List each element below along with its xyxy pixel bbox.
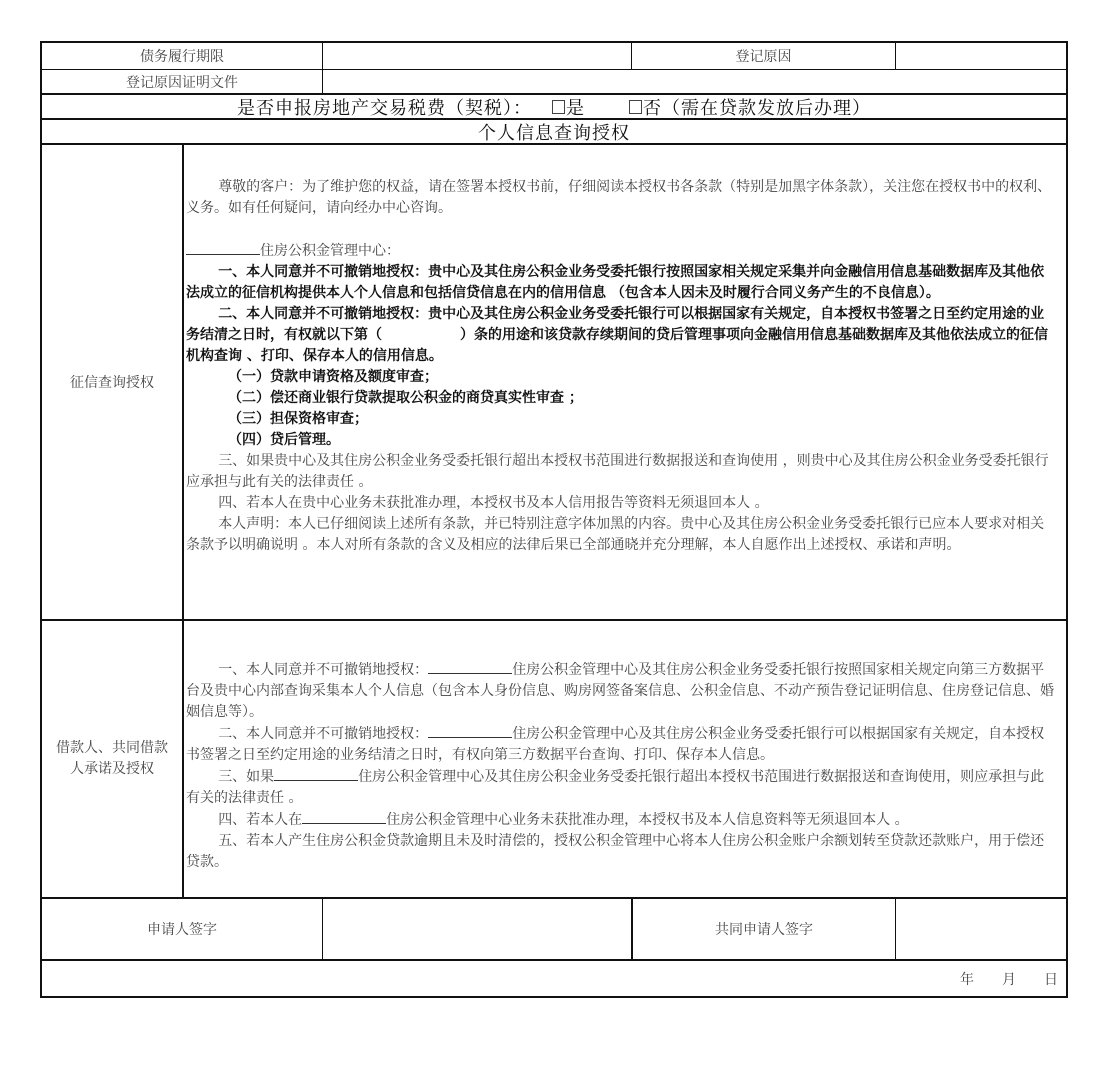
borrower-auth-text: [186, 659, 1058, 873]
center-name-blank[interactable]: [302, 809, 386, 824]
borrower-clause-3a: 三、如果: [218, 769, 275, 785]
signature-row: [42, 899, 1066, 961]
credit-item-2: （二）偿还商业银行贷款提取公积金的商贷真实性审查 ；: [228, 390, 583, 406]
date-day: 日: [1044, 971, 1058, 988]
borrower-clause-4: [186, 809, 1058, 831]
date-month: 月: [1002, 971, 1016, 988]
borrower-label-line-2: 人承诺及授权: [70, 761, 154, 777]
credit-clause-2: [186, 304, 1058, 367]
credit-auth-label: 征信查询授权: [70, 375, 154, 391]
borrower-clause-4b: 住房公积金管理中心业务未获批准办理，本授权书及本人信息资料等无须退回本人 。: [386, 812, 909, 828]
tax-yes-label: 是: [566, 97, 585, 119]
credit-clause-2a: 二、本人同意并不可撤销地授权：贵中心及其住房公积金业务受委托银行可以根据国家有关规定，自本授权书签署之日至约定用途的业务结清之日时，有权就以下第（: [186, 306, 1045, 343]
term-label: 债务履行期限: [140, 49, 224, 65]
column-divider: [182, 145, 184, 619]
borrower-clause-4a: 四、若本人在: [218, 812, 303, 828]
credit-clause-3: 三、如果贵中心及其住房公积金业务受委托银行超出本授权书范围进行数据报送和查询使用 ，则贵中心及其住房公积金业务受委托银行应承担与此有关的法律责任 。: [186, 453, 1049, 490]
credit-auth-text: [186, 177, 1058, 556]
borrower-clause-1b: 住房公积金管理中心及其住房公积金业务受委托银行按照国家相关规定向第三方数据平台及贵中心内部查询采集本人个人信息（包含本人身份信息、购房网签备案信息、公积金信息、不动产预告登记证明信息、住房登记信息、婚姻信息等）。: [186, 662, 1054, 720]
credit-item-1: （一）贷款申请资格及额度审查；: [228, 369, 438, 385]
date-row: [42, 961, 1066, 996]
credit-clause-2b: ）条的用途和该贷款存续期间的贷后管理事项向金融信用信息基础数据库及其他依法成立的征信机构查询 、打印、保存本人的信用信息。: [186, 327, 1048, 364]
borrower-clause-5: 五、若本人产生住房公积金贷款逾期且未及时清偿的，授权公积金管理中心将本人住房公积金账户余额划转至贷款还款账户，用于偿还贷款。: [186, 833, 1045, 870]
borrower-label-line-1: 借款人、共同借款: [56, 740, 168, 756]
borrower-clause-2b: 住房公积金管理中心及其住房公积金业务受委托银行可以根据国家有关规定，自本授权书签署之日至约定用途的业务结清之日时，有权向第三方数据平台查询、打印、保存本人信息。: [186, 726, 1045, 763]
borrower-auth-label: [42, 621, 182, 897]
center-name-blank[interactable]: [428, 659, 512, 674]
credit-auth-row: [42, 145, 1066, 621]
credit-addressee-text: 住房公积金管理中心：: [260, 243, 400, 259]
borrower-clause-2a: 二、本人同意并不可撤销地授权：: [218, 726, 429, 742]
date-year: 年: [960, 971, 974, 988]
tax-no-label: 否（需在贷款发放后办理）: [643, 97, 871, 119]
date-field[interactable]: [932, 961, 1058, 996]
center-name-blank[interactable]: [274, 766, 358, 781]
borrower-auth-row: [42, 621, 1066, 899]
applicant-signature-label: 申请人签字: [147, 922, 217, 938]
center-name-blank[interactable]: [186, 240, 260, 255]
co-applicant-signature-label: 共同申请人签字: [631, 899, 895, 959]
form-table: [40, 41, 1068, 998]
tax-no-checkbox[interactable]: [629, 100, 642, 114]
borrower-clause-2: [186, 723, 1058, 766]
co-applicant-signature-field[interactable]: [895, 899, 1066, 959]
section-title-row: [42, 120, 1066, 145]
tax-question-text: 是否申报房地产交易税费（契税）：: [237, 97, 532, 119]
term-row: [42, 43, 1066, 70]
applicant-signature-field[interactable]: [322, 899, 631, 959]
proof-value-field[interactable]: [322, 70, 1066, 93]
column-divider: [182, 621, 184, 897]
borrower-clause-3b: 住房公积金管理中心及其住房公积金业务受委托银行超出本授权书范围进行数据报送和查询使用，则应承担与此有关的法律责任 。: [186, 769, 1045, 806]
tax-yes-checkbox[interactable]: [552, 100, 565, 114]
reason-value-field[interactable]: [895, 43, 1066, 69]
reason-label: 登记原因: [631, 43, 895, 69]
borrower-clause-1a: 一、本人同意并不可撤销地授权：: [218, 662, 429, 678]
proof-row: [42, 70, 1066, 95]
borrower-clause-1: [186, 659, 1058, 723]
credit-clause-4: 四、若本人在贵中心业务未获批准办理，本授权书及本人信用报告等资料无须退回本人 。: [218, 495, 769, 511]
credit-intro: 尊敬的客户：为了维护您的权益，请在签署本授权书前，仔细阅读本授权书各条款（特别是加黑字体条款），关注您在授权书中的权利、义务。如有任何疑问，请向经办中心咨询。: [186, 179, 1052, 216]
credit-addressee: [186, 240, 1058, 262]
borrower-clause-3: [186, 766, 1058, 809]
credit-item-3: （三）担保资格审查；: [228, 411, 368, 427]
tax-row: [42, 95, 1066, 120]
credit-clause-1: 一、本人同意并不可撤销地授权：贵中心及其住房公积金业务受委托银行按照国家相关规定采集并向金融信用信息基础数据库及其他依法成立的征信机构提供本人个人信息和包括信贷信息在内的信用信息 （包含本人因未及时履行合同义务产生的不良信息）。: [186, 264, 1045, 301]
credit-item-4: （四）贷后管理。: [228, 432, 340, 448]
term-value-field[interactable]: [322, 43, 631, 69]
credit-declaration: 本人声明：本人已仔细阅读上述所有条款，并已特别注意字体加黑的内容。贵中心及其住房公积金业务受委托银行已应本人要求对相关条款予以明确说明 。本人对所有条款的含义及相应的法律后果已全部通晓并充分理解，本人自愿作出上述授权、承诺和声明。: [186, 516, 1045, 553]
proof-label: 登记原因证明文件: [126, 74, 238, 91]
center-name-blank[interactable]: [428, 723, 512, 738]
section-title: 个人信息查询授权: [478, 122, 630, 144]
tax-question: [42, 95, 1066, 118]
